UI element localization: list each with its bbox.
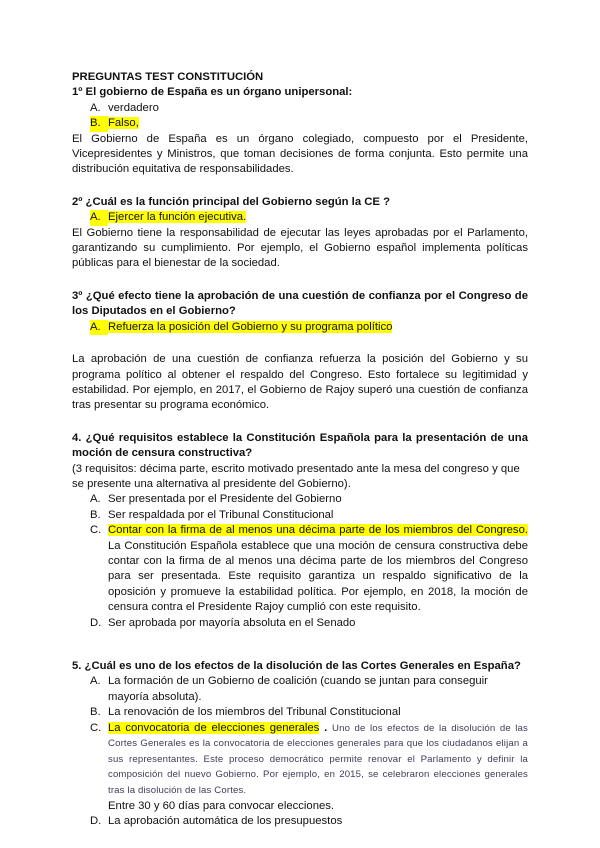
q4-option-d: [72, 616, 528, 631]
option-text: La aprobación automática de los presupuestos: [108, 815, 343, 827]
q2-explanation: El Gobierno tiene la responsabilidad de ejecutar las leyes aprobadas por el Parlamento, garantizando su cumplimiento. Por ejemplo, el Gobierno español implementa políticas públicas para el bienestar de la sociedad.: [72, 226, 528, 270]
option-letter: A.: [90, 493, 101, 506]
option-letter: D.: [90, 815, 102, 827]
highlighted-answer: Falso,: [108, 117, 139, 130]
question-3: 3º ¿Qué efecto tiene la aprobación de una cuestión de confianza por el Congreso de los Diputados en el Gobierno?: [72, 289, 528, 318]
document-title: PREGUNTAS TEST CONSTITUCIÓN: [72, 71, 264, 83]
question-1: 1º El gobierno de España es un órgano unipersonal:: [72, 86, 353, 99]
option-letter: B.: [90, 706, 101, 719]
q5-option-d: [72, 814, 528, 829]
answer-dot: .: [319, 721, 333, 734]
q5-option-b: [72, 705, 528, 720]
option-letter: C.: [90, 721, 102, 734]
document-page: [72, 70, 528, 829]
q4-option-a: [72, 492, 528, 507]
option-letter: A.: [90, 675, 101, 688]
highlighted-answer: Refuerza la posición del Gobierno y su programa político: [108, 320, 393, 333]
q3-explanation: La aprobación de una cuestión de confianza refuerza la posición del Gobierno y su programa político al obtener el respaldo del Congreso. Esto fortalece su legitimidad y estabilidad. Por ejemplo, en 2017, el Gobierno de Rajoy superó una cuestión de confianza tras presentar su programa económico.: [72, 353, 528, 412]
option-letter: B.: [90, 116, 108, 131]
q4-option-b: [72, 508, 528, 523]
option-text: verdadero: [108, 101, 159, 114]
q1-explanation: El Gobierno de España es un órgano colegiado, compuesto por el Presidente, Vicepresidentes y Ministros, que toman decisiones de forma conjunta. Esto permite una distribución equitativa de responsabilidades.: [72, 132, 528, 176]
q3-option-a: [72, 320, 528, 335]
q5-option-c: [72, 721, 528, 799]
q5-c-extra: Entre 30 y 60 días para convocar elecciones.: [108, 799, 335, 812]
q5-option-a: [72, 674, 528, 705]
question-4: 4. ¿Qué requisitos establece la Constitución Española para la presentación de una moción de censura constructiva?: [72, 431, 528, 460]
highlighted-answer: Ejercer la función ejecutiva.: [108, 211, 247, 224]
q4-c-explanation: La Constitución Española establece que una moción de censura constructiva debe contar con la firma de al menos una décima parte de los miembros del Congreso para ser presentada. Este requisito garantiza un respaldo significativo de la oposición y promueve la estabilidad política. Por ejemplo, en 2018, la moción de censura contra el Presidente Rajoy cumplió con este requisito.: [108, 539, 528, 614]
q2-option-a: [72, 210, 528, 225]
option-text: La renovación de los miembros del Tribunal Constitucional: [108, 706, 401, 719]
q4-note: (3 requisitos: décima parte, escrito motivado presentado ante la mesa del congreso y que se presente una alternativa al presidente del Gobierno).: [72, 462, 520, 490]
highlighted-answer: Contar con la firma de al menos una décima parte de los miembros del Congreso.: [108, 524, 528, 537]
option-letter: A.: [90, 210, 108, 225]
q1-option-a: [72, 101, 528, 116]
highlighted-answer: La convocatoria de elecciones generales: [108, 721, 320, 734]
question-2: 2º ¿Cuál es la función principal del Gobierno según la CE ?: [72, 195, 390, 208]
option-letter: B.: [90, 508, 101, 521]
option-text: Ser presentada por el Presidente del Gobierno: [108, 493, 342, 506]
q5-c-explanation: Uno de los efectos de la disolución de las Cortes Generales es la convocatoria de elecciones generales para que los ciudadanos elijan a sus representantes. Este proceso democrático permite renovar el Parlamento y definir la composición del nuevo Gobierno. Por ejemplo, en 2015, se celebraron elecciones generales tras la disolución de las Cortes.: [108, 722, 528, 796]
q4-option-c: [72, 523, 528, 615]
q1-option-b: [72, 116, 528, 131]
question-5: 5. ¿Cuál es uno de los efectos de la disolución de las Cortes Generales en España?: [72, 660, 521, 672]
option-letter: D.: [90, 616, 102, 629]
option-letter: A.: [90, 320, 108, 335]
option-text: Ser respaldada por el Tribunal Constitucional: [108, 508, 334, 521]
option-text: La formación de un Gobierno de coalición (cuando se juntan para conseguir mayoría absoluta).: [108, 675, 488, 703]
option-letter: C.: [90, 524, 102, 537]
option-text: Ser aprobada por mayoría absoluta en el Senado: [108, 616, 356, 629]
option-letter: A.: [90, 101, 101, 114]
